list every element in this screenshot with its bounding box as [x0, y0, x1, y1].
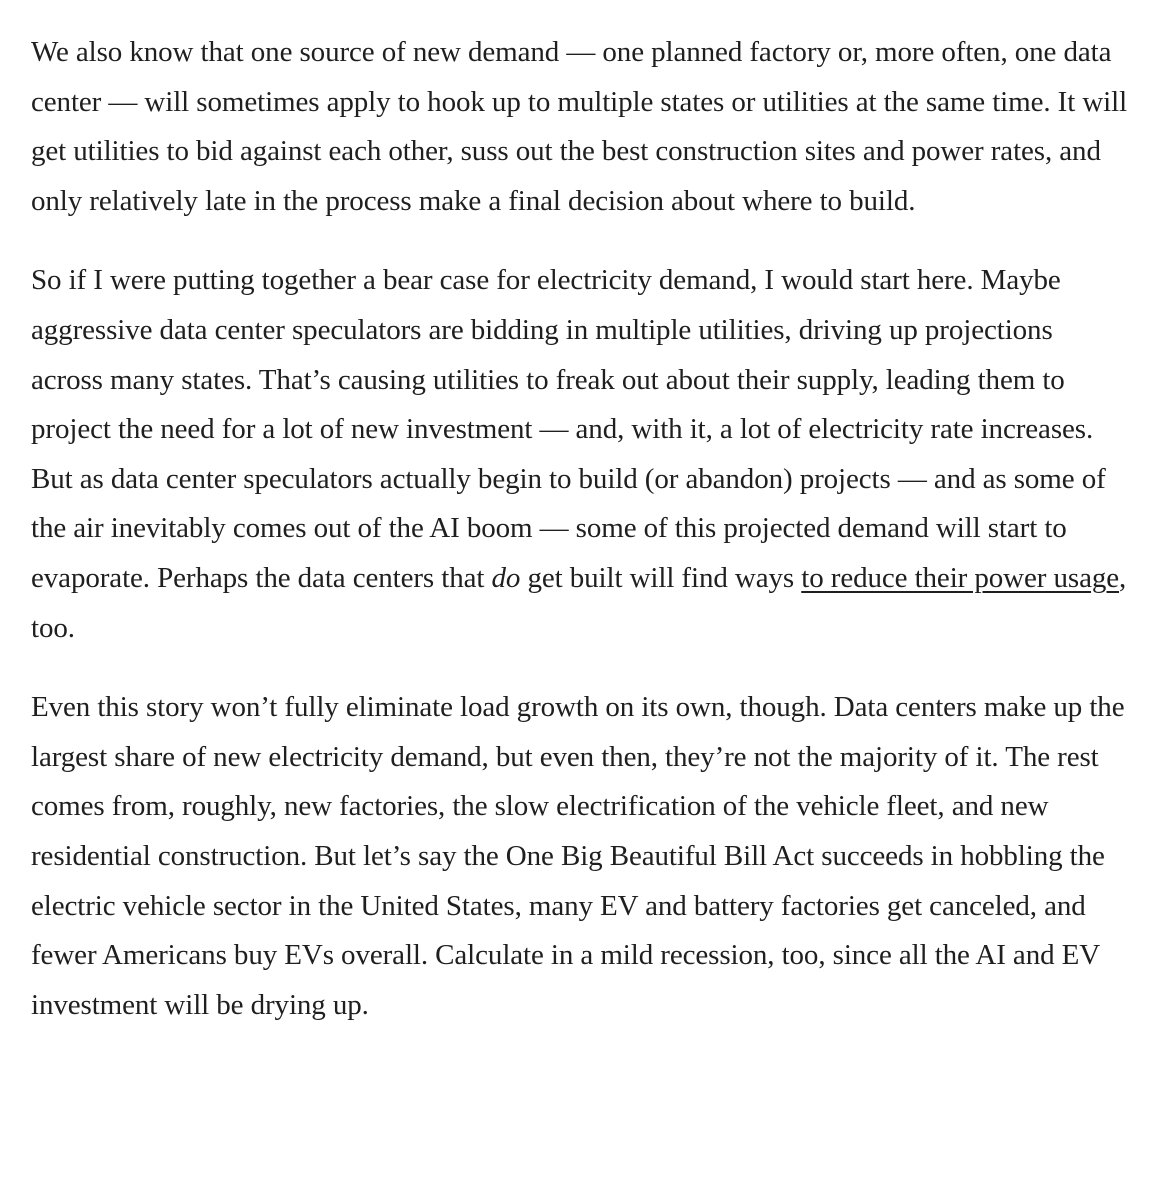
paragraph-2-text-1: So if I were putting together a bear case for electricity demand, I would start here. Maybe aggressive data center speculators are bidding in multiple utilities, driving up projections across many states. That’s causing utilities to freak out about their supply, leading them to project the need for a lot of new investment — and, with it, a lot of electricity rate increases. But as data center speculators actually begin to build (or abandon) projects — and as some of the air inevitably comes out of the AI boom — some of this projected demand will start to evaporate. Perhaps the data centers that: [31, 264, 1106, 594]
paragraph-2-text-3: , too.: [31, 561, 1127, 644]
reduce-power-usage-link[interactable]: to reduce their power usage: [801, 561, 1120, 594]
paragraph-3: Even this story won’t fully eliminate load growth on its own, though. Data centers make up the largest share of new electricity demand, but even then, they’re not the majority of it. The rest comes from, roughly, new factories, the slow electrification of the vehicle fleet, and new residential construction. But let’s say the One Big Beautiful Bill Act succeeds in hobbling the electric vehicle sector in the United States, many EV and battery factories get canceled, and fewer Americans buy EVs overall. Calculate in a mild recession, too, since all the AI and EV investment will be drying up.: [31, 691, 1125, 1021]
paragraph-2-text-2: get built will find ways: [520, 561, 802, 594]
article-body: [31, 28, 1131, 1030]
paragraph-2: [31, 256, 1131, 653]
paragraph-1: We also know that one source of new demand — one planned factory or, more often, one data center — will sometimes apply to hook up to multiple states or utilities at the same time. It will get utilities to bid against each other, suss out the best construction sites and power rates, and only relatively late in the process make a final decision about where to build.: [31, 36, 1128, 217]
emphasis-do: do: [491, 561, 521, 594]
